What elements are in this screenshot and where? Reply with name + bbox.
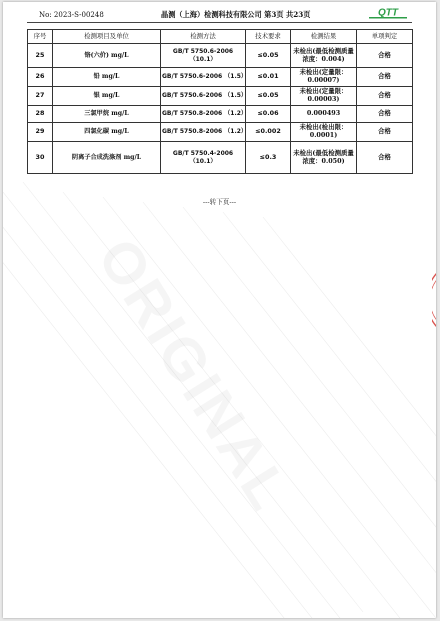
row-result: 未检出(定量限：0.00007)	[291, 68, 357, 87]
row-item: 银 mg/L	[53, 87, 161, 106]
row-result: 未检出(检出限：0.0001)	[291, 123, 357, 142]
row-item: 四氯化碳 mg/L	[53, 123, 161, 142]
row-requirement: ≤0.002	[246, 123, 291, 142]
row-requirement: ≤0.3	[246, 142, 291, 174]
original-watermark: ORIGINAL	[85, 227, 304, 523]
row-result: 未检出(定量限：0.00003)	[291, 87, 357, 106]
col-header-verdict: 单项判定	[357, 30, 413, 44]
page-header	[3, 2, 436, 28]
row-method: GB/T 5750.6-2006 （1.5）	[161, 87, 246, 106]
company-and-page-info: 晶测（上海）检测科技有限公司 第3页 共23页	[161, 10, 311, 19]
row-verdict: 合格	[357, 87, 413, 106]
col-header-method: 检测方法	[161, 30, 246, 44]
table-row	[28, 87, 413, 106]
report-page	[3, 2, 436, 618]
table-row	[28, 142, 413, 174]
row-verdict: 合格	[357, 106, 413, 123]
row-requirement: ≤0.01	[246, 68, 291, 87]
col-header-serial: 序号	[28, 30, 53, 44]
row-result: 未检出(最低检测质量浓度：0.050)	[291, 142, 357, 174]
row-method: GB/T 5750.4-2006 （10.1）	[161, 142, 246, 174]
row-verdict: 合格	[357, 44, 413, 68]
row-verdict: 合格	[357, 123, 413, 142]
col-header-requirement: 技术要求	[246, 30, 291, 44]
row-item: 铅 mg/L	[53, 68, 161, 87]
col-header-result: 检测结果	[291, 30, 357, 44]
row-requirement: ≤0.05	[246, 87, 291, 106]
table-row	[28, 123, 413, 142]
row-method: GB/T 5750.6-2006 （1.5）	[161, 68, 246, 87]
row-method: GB/T 5750.8-2006 （1.2）	[161, 123, 246, 142]
row-method: GB/T 5750.8-2006 （1.2）	[161, 106, 246, 123]
header-divider	[27, 22, 412, 23]
row-serial: 30	[28, 142, 53, 174]
table-row	[28, 44, 413, 68]
row-item: 阴离子合成洗涤剂 mg/L	[53, 142, 161, 174]
row-requirement: ≤0.06	[246, 106, 291, 123]
row-result: 0.000493	[291, 106, 357, 123]
row-serial: 27	[28, 87, 53, 106]
table-row	[28, 68, 413, 87]
row-item: 铬(六价) mg/L	[53, 44, 161, 68]
logo-text: QTT	[378, 7, 398, 19]
row-requirement: ≤0.05	[246, 44, 291, 68]
row-verdict: 合格	[357, 142, 413, 174]
test-results-table	[27, 29, 413, 174]
row-serial: 26	[28, 68, 53, 87]
company-logo-icon	[369, 6, 407, 20]
row-result: 未检出(最低检测质量浓度：0.004)	[291, 44, 357, 68]
seal-stamp-edge-icon	[432, 270, 436, 330]
row-verdict: 合格	[357, 68, 413, 87]
document-number: No: 2023-S-00248	[39, 11, 104, 19]
continued-next-page-note: ---转下页---	[202, 198, 237, 206]
row-method: GB/T 5750.6-2006 （10.1）	[161, 44, 246, 68]
row-serial: 29	[28, 123, 53, 142]
table-row	[28, 106, 413, 123]
row-item: 三氯甲烷 mg/L	[53, 106, 161, 123]
table-header-row	[28, 30, 413, 44]
col-header-item: 检测项目及单位	[53, 30, 161, 44]
row-serial: 28	[28, 106, 53, 123]
row-serial: 25	[28, 44, 53, 68]
